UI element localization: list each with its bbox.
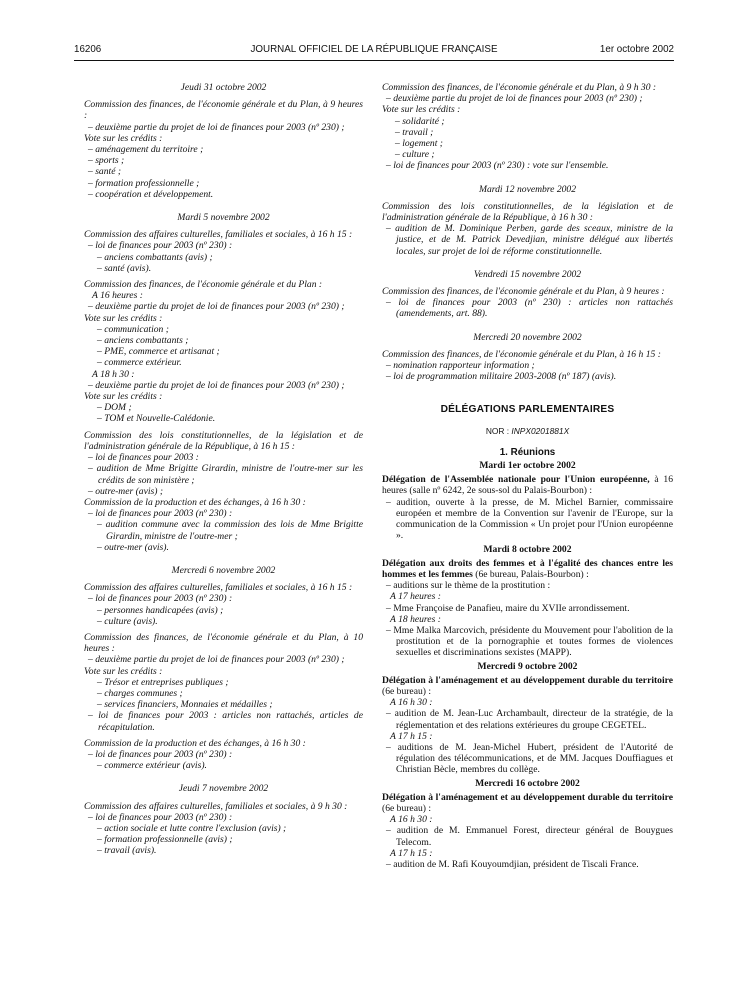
list-item: – deuxième partie du projet de loi de finances pour 2003 (nº 230) ;: [88, 379, 345, 391]
meeting-heading: Commission de la production et des échanges, à 16 h 30 :: [84, 737, 306, 749]
meeting-heading: Commission des finances, de l'économie générale et du Plan, à 10 heures :: [84, 631, 363, 655]
list-item: – deuxième partie du projet de loi de finances pour 2003 (nº 230) ;: [386, 93, 643, 105]
list-item: – loi de finances pour 2003 : articles non rattachés, articles de récapitulation.: [88, 710, 363, 733]
list-item: – loi de finances pour 2003 (nº 230) :: [88, 811, 233, 823]
sub-list-item: – travail ;: [395, 126, 434, 138]
delegation-name: Délégation à l'aménagement et au développement durable du territoire: [382, 674, 673, 686]
meeting-heading: Commission de la production et des échanges, à 16 h 30 :: [84, 496, 306, 508]
date-heading: Vendredi 15 novembre 2002: [473, 268, 582, 280]
list-item: – Mme Françoise de Panafieu, maire du XVIIe arrondissement.: [386, 602, 630, 614]
sub-list-item: – DOM ;: [97, 402, 132, 414]
sub-list-item: – charges communes ;: [97, 687, 183, 699]
meeting-location: (6e bureau) :: [382, 685, 432, 697]
page-number: 16206: [74, 44, 102, 55]
sub-list-item: – anciens combattants ;: [97, 335, 189, 347]
list-item: – loi de finances pour 2003 :: [88, 452, 199, 464]
list-item: – Mme Malka Marcovich, présidente du Mouvement pour l'abolition de la prostitution et de la pornographie et toutes formes de violences sexuelles et discriminations sexistes (MAPP).: [386, 624, 673, 659]
meeting-heading: Commission des lois constitutionnelles, de la législation et de l'administration générale de la République, à 16 h 15 :: [84, 429, 363, 452]
list-item: – auditions de M. Jean-Michel Hubert, président de l'Autorité de régulation des télécommunications, et de MM. Jacques Douffiagues et Christian Bècle, membres du collège.: [386, 741, 673, 776]
meeting-heading: Commission des finances, de l'économie générale et du Plan, à 9 h 30 :: [382, 82, 657, 93]
meeting-location: à 16 heures (salle nº 6242, 2e sous-sol du Palais-Bourbon) :: [382, 474, 673, 497]
sub-list-item: – services financiers, Monnaies et médailles ;: [97, 699, 273, 711]
list-item: – aménagement du territoire ;: [88, 144, 204, 156]
date-heading: Mardi 5 novembre 2002: [177, 212, 270, 224]
list-item: – loi de finances pour 2003 (nº 230) :: [88, 748, 233, 760]
meeting-heading: Commission des lois constitutionnelles, de la législation et de l'administration générale de la République, à 16 h 30 :: [382, 200, 673, 224]
meeting-location: (6e bureau, Palais-Bourbon) :: [475, 568, 589, 580]
time-label: A 17 h 15 :: [390, 730, 433, 742]
list-item: – loi de finances pour 2003 (nº 230) :: [88, 240, 233, 252]
sub-list-item: – action sociale et lutte contre l'exclusion (avis) ;: [97, 822, 287, 834]
list-item: – audition de Mme Brigitte Girardin, ministre de l'outre-mer sur les crédits de son ministère ;: [88, 463, 363, 486]
time-label: A 16 h 30 :: [390, 814, 433, 826]
time-label: A 16 heures :: [92, 290, 143, 302]
meeting-heading: [382, 675, 673, 697]
list-item: – loi de finances pour 2003 (nº 230) : articles non rattachés (amendements, art. 88).: [386, 297, 673, 320]
meeting-heading: [382, 474, 673, 496]
nor-value: INPX0201881X: [511, 425, 570, 436]
issue-date: 1er octobre 2002: [599, 44, 674, 55]
sub-list-item: – culture (avis).: [97, 615, 158, 627]
meeting-heading: Commission des affaires culturelles, familiales et sociales, à 9 h 30 :: [84, 800, 348, 812]
votes-heading: Vote sur les crédits :: [84, 312, 163, 324]
delegation-name: Délégation aux droits des femmes et à l'égalité des chances entre les hommes et les femmes: [382, 557, 673, 580]
list-item: – loi de finances pour 2003 (nº 230) : vote sur l'ensemble.: [386, 160, 609, 172]
sub-list-item: – PME, commerce et artisanat ;: [97, 346, 220, 358]
sub-list-item: – Trésor et entreprises publiques ;: [97, 676, 229, 688]
list-item: – loi de finances pour 2003 (nº 230) :: [88, 593, 233, 605]
time-label: A 16 h 30 :: [390, 697, 433, 709]
date-heading: Mercredi 6 novembre 2002: [171, 564, 276, 576]
meeting-heading: Commission des finances, de l'économie générale et du Plan, à 16 h 15 :: [382, 348, 661, 360]
date-heading: Jeudi 31 octobre 2002: [180, 82, 267, 93]
list-item: – audition de M. Emmanuel Forest, directeur général de Bouygues Telecom.: [386, 825, 673, 848]
time-label: A 17 heures :: [390, 591, 441, 603]
meeting-heading: Commission des finances, de l'économie générale et du Plan :: [84, 279, 323, 291]
sub-list-item: – audition commune avec la commission des lois de Mme Brigitte Girardin, ministre de l'outre-mer ;: [97, 519, 363, 542]
sub-list-item: – formation professionnelle (avis) ;: [97, 834, 233, 846]
date-heading: Mercredi 16 octobre 2002: [475, 777, 580, 789]
nor-reference: [382, 426, 673, 437]
sub-list-item: – culture ;: [395, 149, 435, 161]
date-heading: Mercredi 20 novembre 2002: [473, 331, 582, 343]
date-heading: Mardi 8 octobre 2002: [483, 543, 572, 555]
list-item: – nomination rapporteur information ;: [386, 360, 535, 372]
time-label: A 17 h 15 :: [390, 847, 433, 859]
delegation-name: Délégation à l'aménagement et au développement durable du territoire: [382, 791, 673, 803]
time-label: A 18 h 30 :: [92, 368, 135, 380]
meeting-heading: Commission des affaires culturelles, familiales et sociales, à 16 h 15 :: [84, 229, 353, 241]
date-heading: Mardi 1er octobre 2002: [479, 460, 576, 472]
meeting-heading: Commission des affaires culturelles, familiales et sociales, à 16 h 15 :: [84, 582, 353, 594]
section-title: DÉLÉGATIONS PARLEMENTAIRES: [440, 404, 615, 416]
date-heading: Mardi 12 novembre 2002: [478, 183, 577, 195]
time-label: A 18 heures :: [390, 613, 441, 625]
page-header: [74, 44, 674, 58]
list-item: – loi de programmation militaire 2003-2008 (nº 187) (avis).: [386, 371, 617, 383]
sub-list-item: – personnes handicapées (avis) ;: [97, 604, 224, 616]
list-item: – coopération et développement.: [88, 188, 214, 200]
sub-list-item: – logement ;: [395, 138, 443, 150]
list-item: – audition de M. Jean-Luc Archambault, directeur de la stratégie, de la réglementation et des relations extérieures du groupe CEGETEL.: [386, 708, 673, 731]
list-item: – deuxième partie du projet de loi de finances pour 2003 (nº 230) ;: [88, 301, 345, 313]
list-item: – sports ;: [88, 155, 125, 167]
list-item: – outre-mer (avis) ;: [88, 485, 164, 497]
list-item: – audition de M. Dominique Perben, garde des sceaux, ministre de la justice, et de M. Patrick Devedjian, ministre délégué aux libertés locales, sur projet de loi de réforme constitutionnelle.: [386, 223, 673, 257]
votes-heading: Vote sur les crédits :: [382, 104, 461, 116]
list-item: – formation professionnelle ;: [88, 177, 200, 189]
votes-heading: Vote sur les crédits :: [84, 391, 163, 403]
list-item: – deuxième partie du projet de loi de finances pour 2003 (nº 230) ;: [88, 654, 345, 666]
list-item: – auditions sur le thème de la prostitution :: [386, 580, 551, 592]
meeting-heading: Commission des finances, de l'économie générale et du Plan, à 9 heures :: [382, 286, 665, 298]
right-column: [382, 82, 673, 870]
journal-title: JOURNAL OFFICIEL DE LA RÉPUBLIQUE FRANÇAISE: [250, 44, 498, 55]
list-item: – santé ;: [88, 166, 122, 178]
meeting-heading: Commission des finances, de l'économie générale et du Plan, à 9 heures :: [84, 99, 363, 122]
sub-list-item: – travail (avis).: [97, 845, 157, 857]
delegation-name: Délégation de l'Assemblée nationale pour l'Union européenne,: [382, 474, 650, 486]
sub-list-item: – outre-mer (avis).: [97, 541, 169, 553]
nor-label: NOR :: [485, 425, 510, 436]
meeting-location: (6e bureau) :: [382, 802, 432, 814]
list-item: – loi de finances pour 2003 (nº 230) :: [88, 508, 233, 520]
sub-list-item: – santé (avis).: [97, 262, 152, 274]
votes-heading: Vote sur les crédits :: [84, 665, 163, 677]
list-item: – deuxième partie du projet de loi de finances pour 2003 (nº 230) ;: [88, 121, 345, 133]
votes-heading: Vote sur les crédits :: [84, 132, 163, 144]
subsection-title: 1. Réunions: [499, 446, 556, 458]
left-column: [84, 82, 363, 857]
sub-list-item: – commerce extérieur.: [97, 357, 182, 369]
date-heading: Jeudi 7 novembre 2002: [178, 783, 269, 795]
sub-list-item: – commerce extérieur (avis).: [97, 760, 207, 772]
sub-list-item: – communication ;: [97, 323, 169, 335]
header-rule: [74, 60, 674, 61]
sub-list-item: – anciens combattants (avis) ;: [97, 251, 213, 263]
date-heading: Mercredi 9 octobre 2002: [477, 660, 578, 672]
list-item: – audition, ouverte à la presse, de M. Michel Barnier, commissaire européen et membre de la Convention sur l'avenir de l'Europe, sur la communication de la Commission « Un projet pour l'Union européenne ».: [386, 496, 673, 542]
sub-list-item: – TOM et Nouvelle-Calédonie.: [97, 413, 216, 425]
list-item: – audition de M. Rafi Kouyoumdjian, président de Tiscali France.: [386, 858, 639, 870]
sub-list-item: – solidarité ;: [395, 115, 445, 127]
meeting-heading: [382, 558, 673, 580]
meeting-heading: [382, 792, 673, 814]
